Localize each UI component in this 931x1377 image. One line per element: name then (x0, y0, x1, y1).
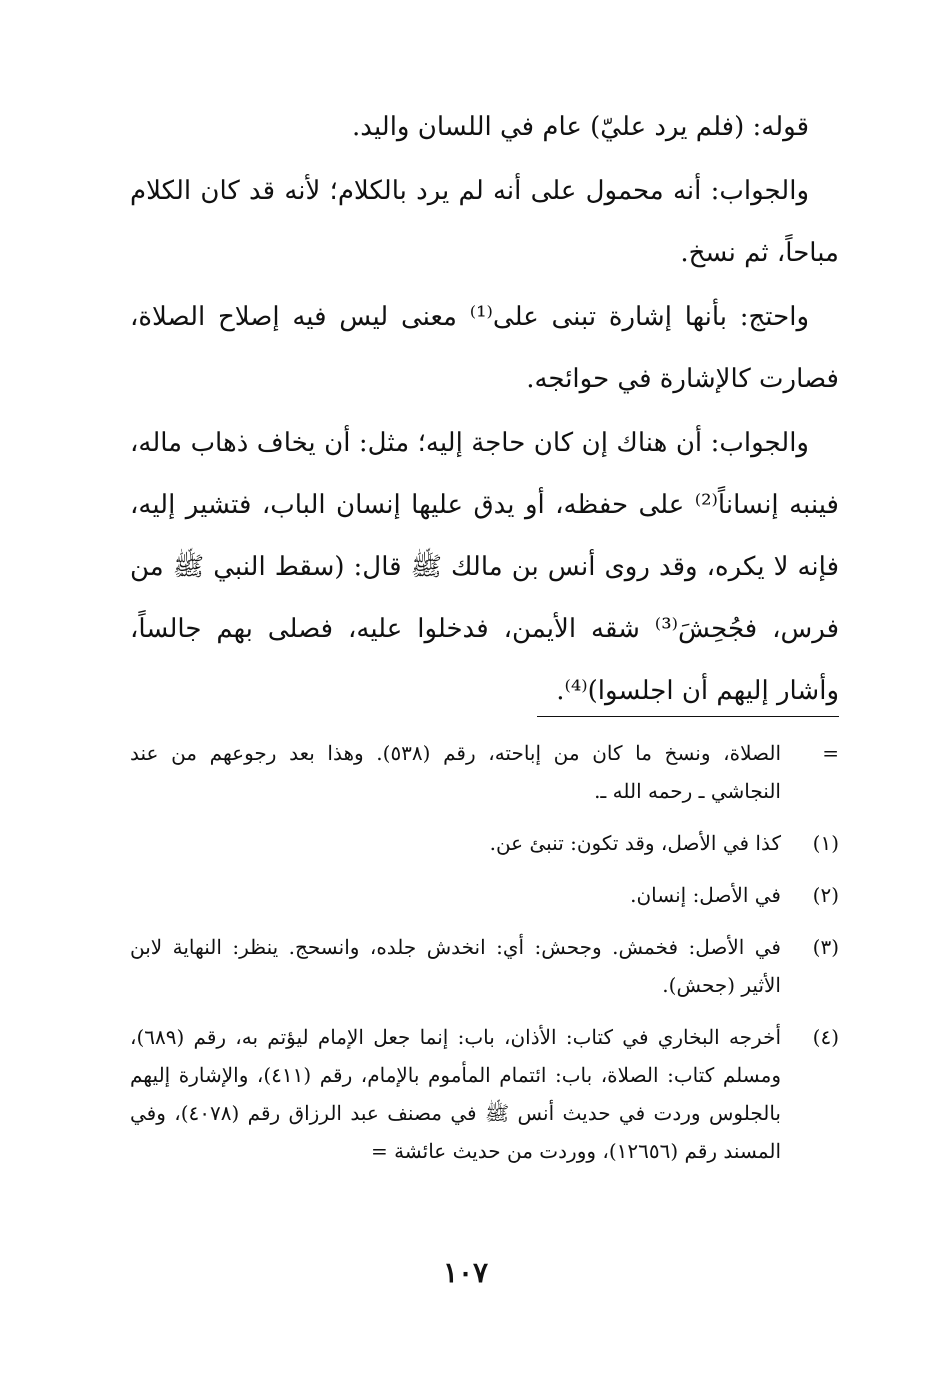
footnote-text: كذا في الأصل، وقد تكون: تنبئ عن. (489, 831, 781, 855)
footnotes (130, 734, 839, 1184)
footnote-marker: = (822, 741, 839, 765)
footnote-text: في الأصل: إنسان. (630, 883, 781, 907)
footnote-text: الصلاة، ونسخ ما كان من إباحته، رقم (٥٣٨). وهذا بعد رجوعهم من عند النجاشي ـ رحمه الله ـ. (130, 741, 781, 803)
footnote-4 (130, 1018, 839, 1170)
footnote-1 (130, 824, 839, 862)
footnote-continued (130, 734, 839, 810)
footnote-2 (130, 876, 839, 914)
main-text (130, 96, 839, 724)
paragraph-answer-2: والجواب: أن هناك إن كان حاجة إليه؛ مثل: أن يخاف ذهاب ماله، فينبه إنساناً⁽²⁾ على حفظه، أو يدق عليها إنسان الباب، فتشير إليه، فإنه لا يكره، وقد روى أنس بن مالك ﷺ قال: (سقط النبي ﷺ من فرس، فجُحِشَ⁽³⁾ شقه الأيمن، فدخلوا عليه، فصلى بهم جالساً، وأشار إليهم أن اجلسوا)⁽⁴⁾. (130, 428, 840, 706)
footnote-text: في الأصل: فخمش. وجحش: أي: انخدش جلده، وانسحج. ينظر: النهاية لابن الأثير (جحش). (130, 935, 781, 997)
footnote-text: أخرجه البخاري في كتاب: الأذان، باب: إنما جعل الإمام ليؤتم به، رقم (٦٨٩)، ومسلم كتاب: الصلاة، باب: ائتمام المأموم بالإمام، رقم (٤١١)، والإشارة إليهم بالجلوس وردت في حديث أنس ﷺ في مصنف عبد الرزاق رقم (٤٠٧٨)، وفي المسند رقم (١٢٦٥٦)، ووردت من حديث عائشة = (130, 1025, 781, 1163)
footnote-3 (130, 928, 839, 1004)
footnote-marker: (٢) (812, 883, 839, 907)
page-number: ١٠٧ (442, 1256, 489, 1289)
footnote-marker: (٣) (812, 935, 839, 959)
paragraph-answer-1: والجواب: أنه محمول على أنه لم يرد بالكلام؛ لأنه قد كان الكلام مباحاً، ثم نسخ. (130, 176, 839, 268)
footnote-marker: (٤) (812, 1025, 839, 1049)
footnote-separator (537, 716, 839, 717)
paragraph-quote: قوله: (فلم يرد عليّ) عام في اللسان واليد. (352, 112, 809, 142)
paragraph-argument: واحتج: بأنها إشارة تبنى على⁽¹⁾ معنى ليس فيه إصلاح الصلاة، فصارت كالإشارة في حوائجه. (130, 302, 839, 394)
footnote-marker: (١) (812, 831, 839, 855)
